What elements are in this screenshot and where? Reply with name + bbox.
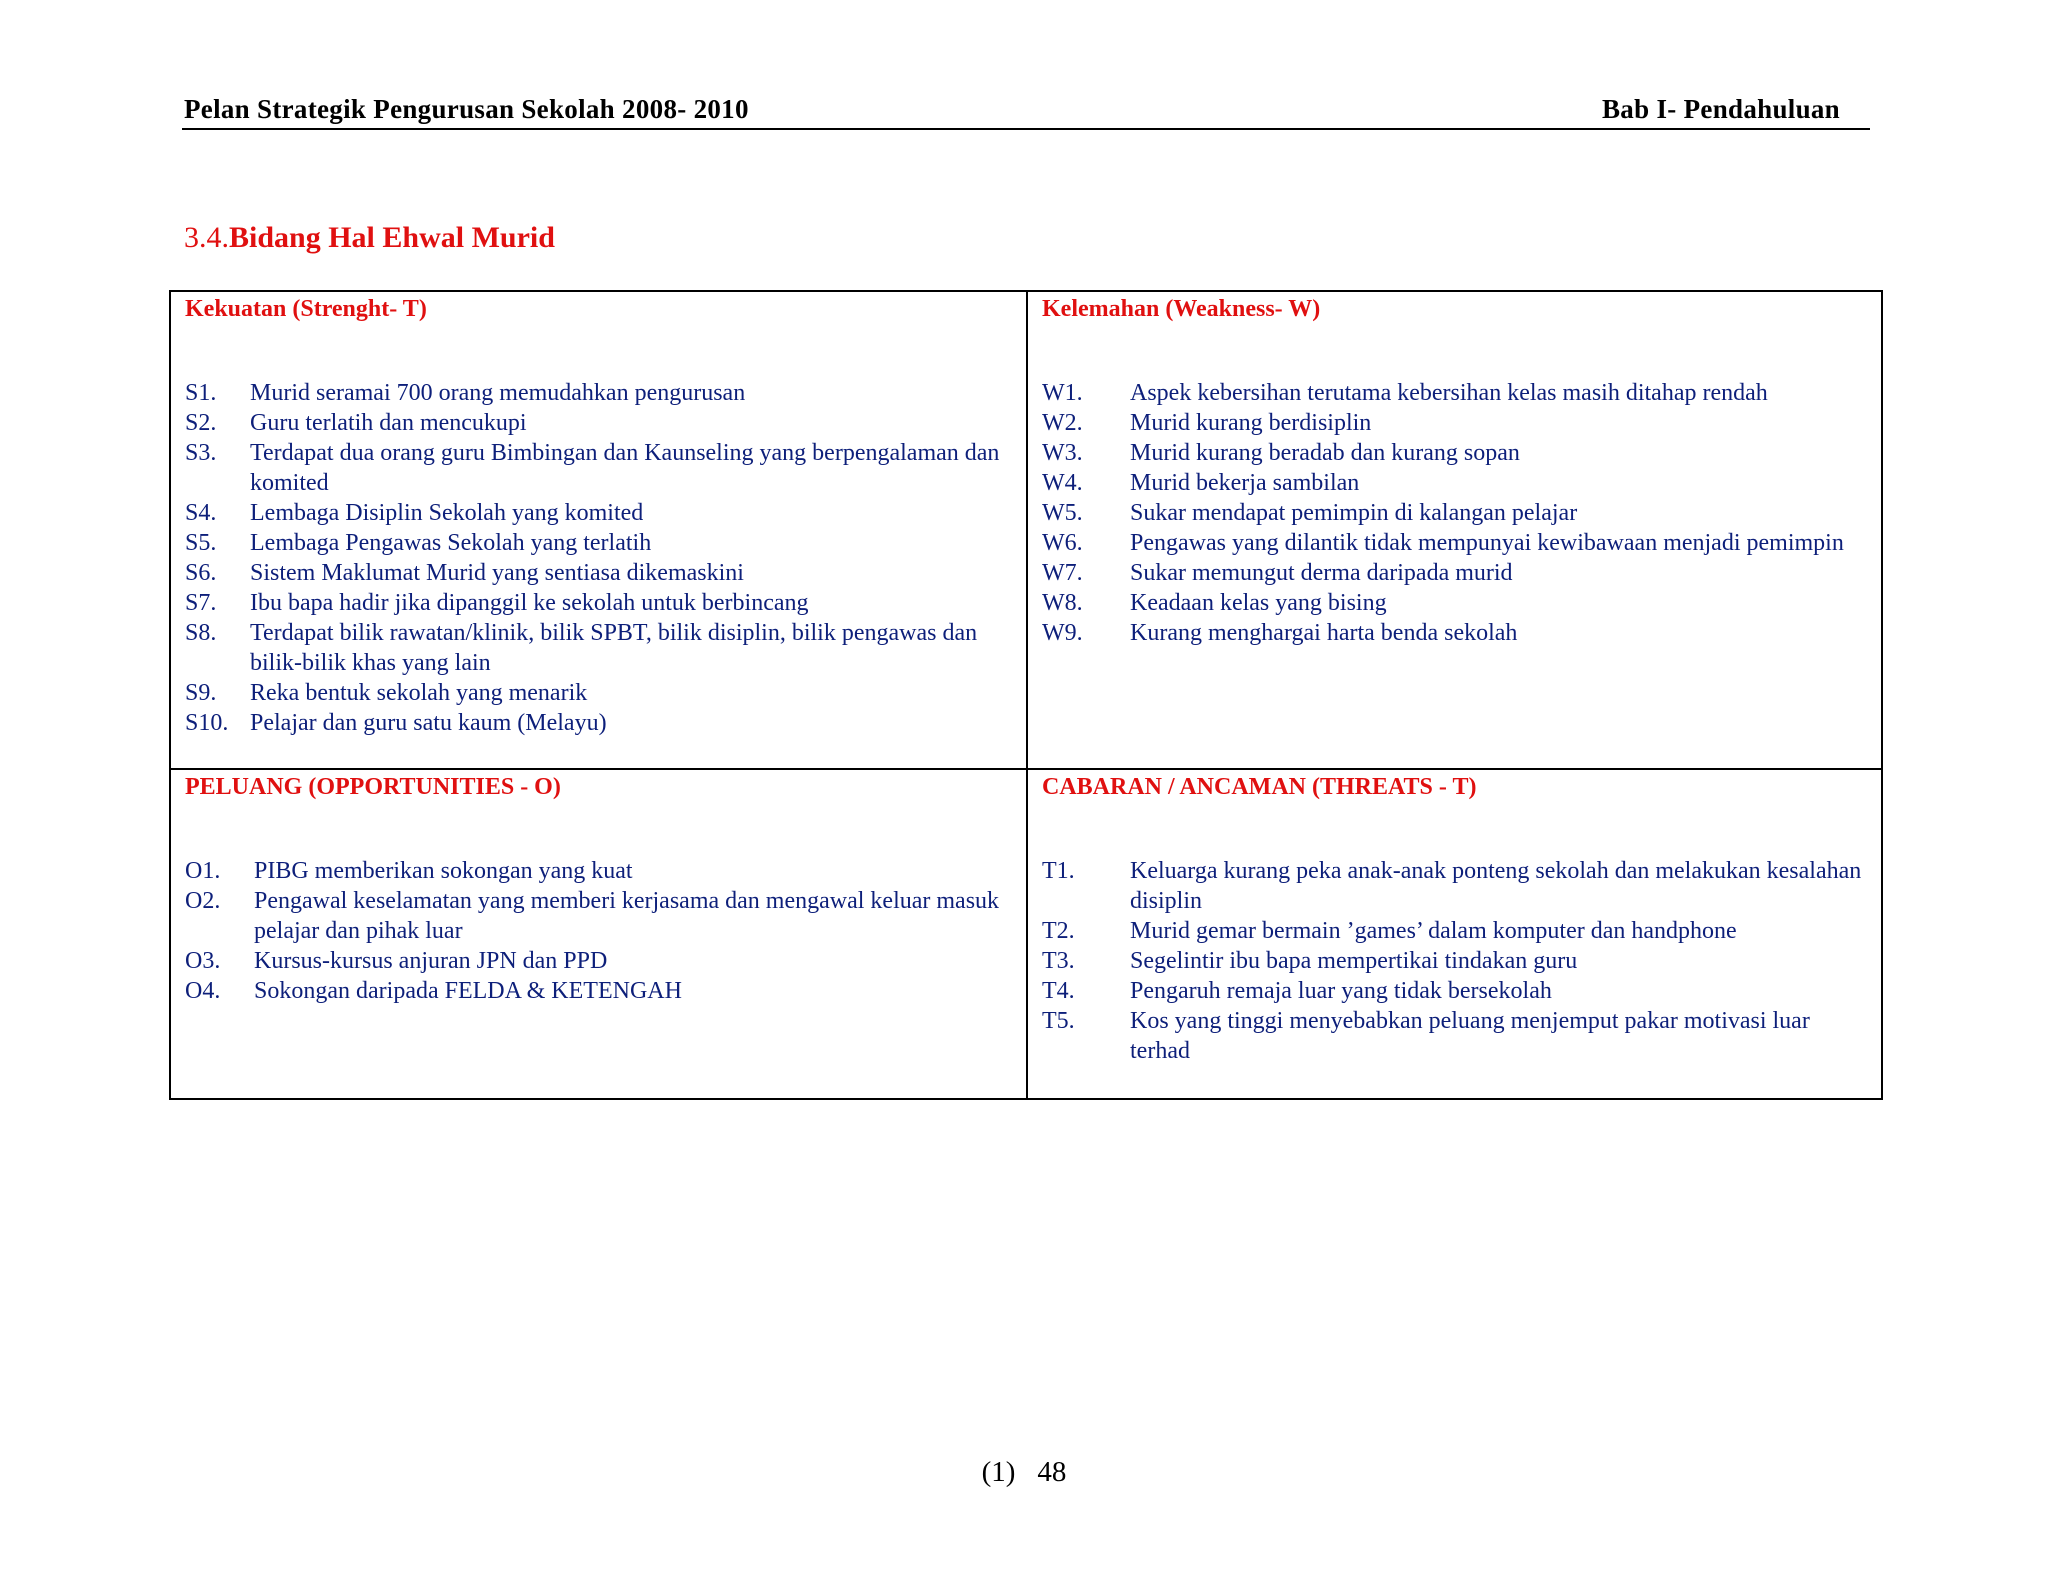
opportunities-cell [170, 769, 1027, 1099]
swot-item [185, 498, 1014, 528]
swot-item-text: Kursus-kursus anjuran JPN dan PPD [254, 948, 608, 974]
section-name: Bidang Hal Ehwal Murid [229, 221, 555, 254]
swot-item-code: S6. [185, 560, 217, 586]
swot-item-code: W4. [1042, 470, 1083, 496]
swot-item-text: Murid kurang berdisiplin [1130, 410, 1372, 436]
page-footer [0, 1454, 2048, 1490]
threats-title: CABARAN / ANCAMAN (THREATS - T) [1042, 774, 1477, 800]
strengths-cell [170, 291, 1027, 769]
weaknesses-list [1042, 378, 1869, 648]
swot-item [185, 886, 1014, 946]
swot-item-code: O1. [185, 858, 221, 884]
swot-item-text: Pengawal keselamatan yang memberi kerjasama dan mengawal keluar masuk pelajar dan pihak luar [254, 888, 1000, 944]
swot-item [1042, 468, 1869, 498]
swot-item [185, 946, 1014, 976]
swot-item-code: T4. [1042, 978, 1075, 1004]
swot-item-code: W1. [1042, 380, 1083, 406]
swot-item-code: S9. [185, 680, 217, 706]
swot-item-code: S1. [185, 380, 217, 406]
swot-item [185, 856, 1014, 886]
swot-item [185, 588, 1014, 618]
swot-item [185, 708, 1014, 738]
swot-item [1042, 618, 1869, 648]
section-number: 3.4. [184, 221, 229, 254]
swot-item-text: Ibu bapa hadir jika dipanggil ke sekolah untuk berbincang [250, 590, 809, 616]
swot-item [1042, 558, 1869, 588]
swot-item [1042, 498, 1869, 528]
swot-item-code: T1. [1042, 858, 1075, 884]
swot-item-text: Reka bentuk sekolah yang menarik [250, 680, 588, 706]
threats-cell [1027, 769, 1882, 1099]
swot-item [185, 378, 1014, 408]
swot-item-code: S7. [185, 590, 217, 616]
swot-item-text: Kurang menghargai harta benda sekolah [1130, 620, 1518, 646]
swot-item-text: Murid gemar bermain ’games’ dalam komputer dan handphone [1130, 918, 1737, 944]
swot-item [185, 528, 1014, 558]
swot-item [1042, 916, 1869, 946]
swot-item-code: O2. [185, 888, 221, 914]
swot-item-code: T5. [1042, 1008, 1075, 1034]
swot-item [1042, 528, 1869, 558]
swot-item [185, 618, 1014, 678]
swot-item [1042, 1006, 1869, 1066]
swot-item-text: Lembaga Disiplin Sekolah yang komited [250, 500, 644, 526]
strengths-list [185, 378, 1014, 738]
swot-item-text: Terdapat bilik rawatan/klinik, bilik SPBT, bilik disiplin, bilik pengawas dan bilik-bilik khas yang lain [250, 620, 978, 676]
swot-item-text: Aspek kebersihan terutama kebersihan kelas masih ditahap rendah [1130, 380, 1768, 406]
swot-item-code: O4. [185, 978, 221, 1004]
threats-list [1042, 856, 1869, 1066]
swot-item-code: S2. [185, 410, 217, 436]
swot-item [1042, 408, 1869, 438]
swot-item-text: Murid bekerja sambilan [1130, 470, 1360, 496]
swot-item-code: S10. [185, 710, 229, 736]
swot-item-text: Murid kurang beradab dan kurang sopan [1130, 440, 1520, 466]
swot-item-code: W2. [1042, 410, 1083, 436]
swot-item-text: Sukar memungut derma daripada murid [1130, 560, 1513, 586]
swot-item-text: Segelintir ibu bapa mempertikai tindakan guru [1130, 948, 1578, 974]
swot-item [185, 976, 1014, 1006]
swot-item-code: W8. [1042, 590, 1083, 616]
swot-item [185, 438, 1014, 498]
swot-item-code: T2. [1042, 918, 1075, 944]
swot-item-text: Sistem Maklumat Murid yang sentiasa dikemaskini [250, 560, 744, 586]
opportunities-list [185, 856, 1014, 1006]
page-number: 48 [1037, 1456, 1067, 1488]
swot-item-code: S3. [185, 440, 217, 466]
page-header [182, 92, 1870, 130]
swot-item-code: S8. [185, 620, 217, 646]
swot-item-text: Pengawas yang dilantik tidak mempunyai kewibawaan menjadi pemimpin [1130, 530, 1844, 556]
swot-item-code: W3. [1042, 440, 1083, 466]
swot-item [185, 678, 1014, 708]
swot-item [1042, 588, 1869, 618]
swot-item [185, 408, 1014, 438]
swot-item-text: Lembaga Pengawas Sekolah yang terlatih [250, 530, 652, 556]
footer-chapter-number: (1) [981, 1456, 1016, 1488]
swot-item-code: W9. [1042, 620, 1083, 646]
swot-item-text: Keadaan kelas yang bising [1130, 590, 1387, 616]
swot-item-text: PIBG memberikan sokongan yang kuat [254, 858, 633, 884]
swot-item-code: W5. [1042, 500, 1083, 526]
swot-row-opportunity-threat [170, 769, 1882, 1099]
swot-row-strength-weakness [170, 291, 1882, 769]
swot-item-code: S5. [185, 530, 217, 556]
swot-item [1042, 378, 1869, 408]
header-document-title: Pelan Strategik Pengurusan Sekolah 2008- 2010 [184, 94, 749, 124]
weaknesses-title: Kelemahan (Weakness- W) [1042, 296, 1321, 322]
swot-item-code: W6. [1042, 530, 1083, 556]
swot-item-code: S4. [185, 500, 217, 526]
swot-item-text: Pengaruh remaja luar yang tidak bersekolah [1130, 978, 1552, 1004]
swot-item-code: O3. [185, 948, 221, 974]
swot-item-text: Guru terlatih dan mencukupi [250, 410, 527, 436]
swot-item [1042, 946, 1869, 976]
header-chapter-title: Bab I- Pendahuluan [1602, 94, 1840, 124]
swot-item-text: Kos yang tinggi menyebabkan peluang menjemput pakar motivasi luar terhad [1130, 1008, 1810, 1064]
section-heading [184, 218, 555, 258]
swot-item-text: Keluarga kurang peka anak-anak ponteng sekolah dan melakukan kesalahan disiplin [1130, 858, 1862, 914]
swot-item [1042, 856, 1869, 916]
weaknesses-cell [1027, 291, 1882, 769]
swot-item [185, 558, 1014, 588]
swot-item [1042, 976, 1869, 1006]
swot-item-text: Murid seramai 700 orang memudahkan pengurusan [250, 380, 746, 406]
strengths-title: Kekuatan (Strenght- T) [185, 296, 427, 322]
swot-table [169, 290, 1883, 1100]
swot-item-text: Sukar mendapat pemimpin di kalangan pelajar [1130, 500, 1578, 526]
swot-item-text: Terdapat dua orang guru Bimbingan dan Kaunseling yang berpengalaman dan komited [250, 440, 1000, 496]
swot-item-code: W7. [1042, 560, 1083, 586]
swot-item-code: T3. [1042, 948, 1075, 974]
swot-item-text: Sokongan daripada FELDA & KETENGAH [254, 978, 682, 1004]
swot-item [1042, 438, 1869, 468]
swot-item-text: Pelajar dan guru satu kaum (Melayu) [250, 710, 607, 736]
opportunities-title: PELUANG (OPPORTUNITIES - O) [185, 774, 561, 800]
